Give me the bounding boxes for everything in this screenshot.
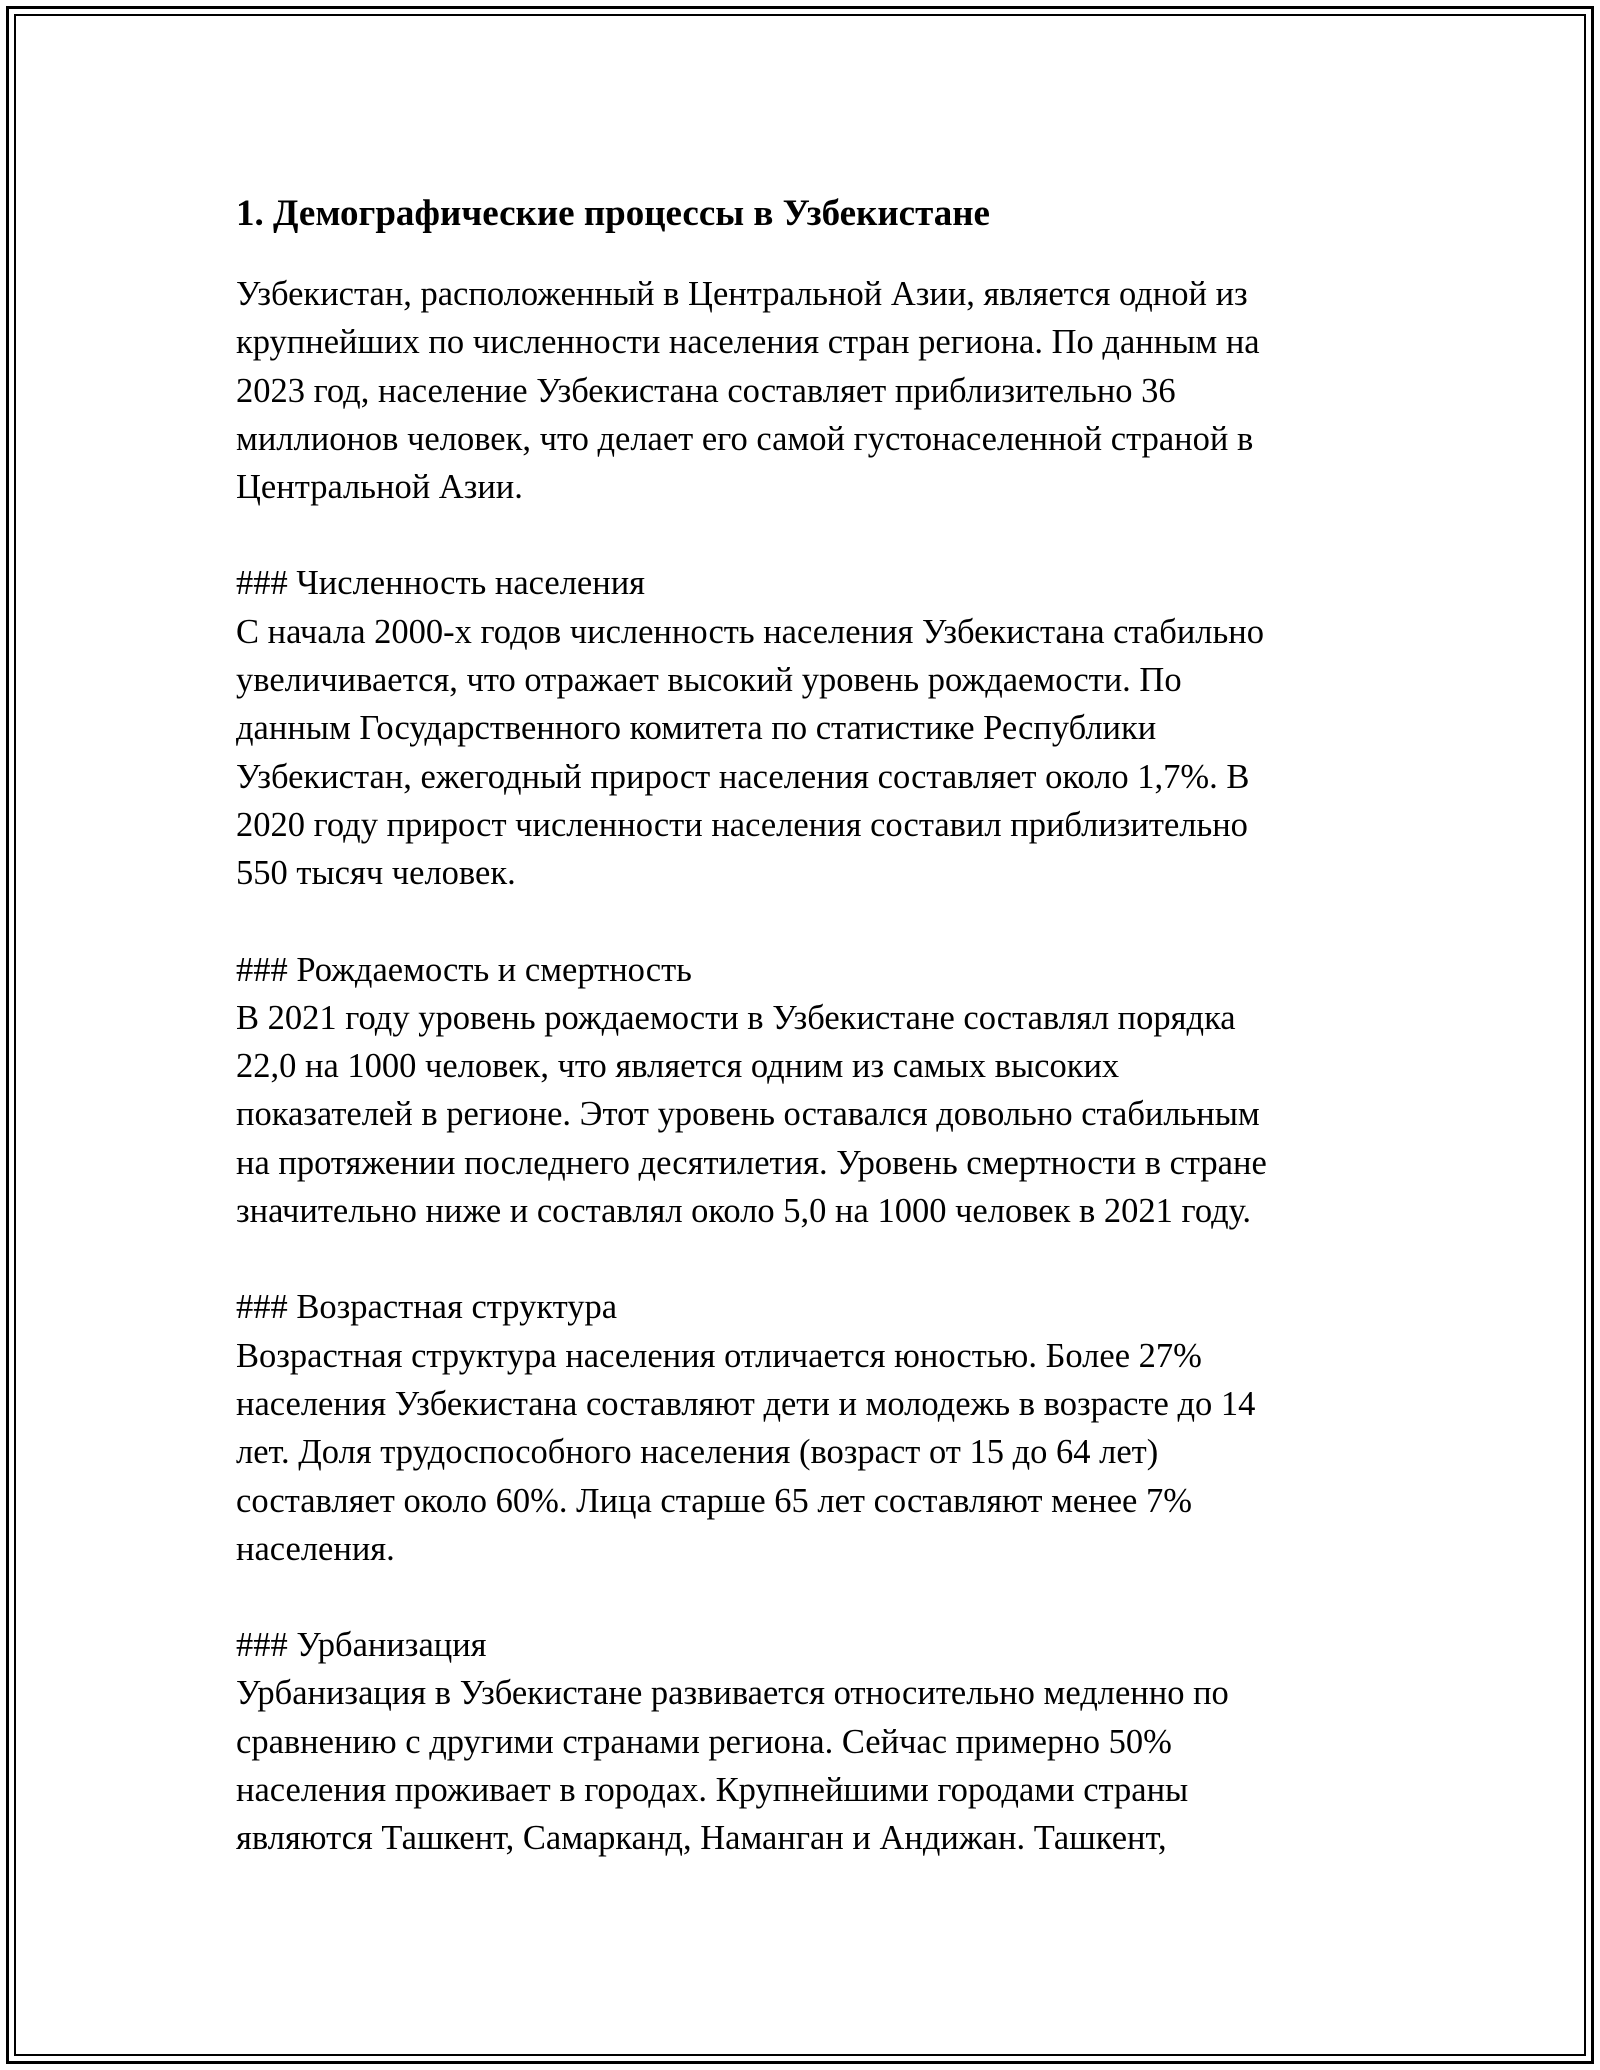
paragraph-line: В 2021 году уровень рождаемости в Узбекистане составлял порядка [236, 998, 1236, 1037]
paragraph-line: С начала 2000-х годов численность населения Узбекистана стабильно [236, 612, 1264, 651]
section-paragraph [236, 1669, 1376, 1862]
section-heading: ### Урбанизация [236, 1626, 487, 1665]
paragraph-line: Узбекистан, ежегодный прирост населения составляет около 1,7%. В [236, 757, 1250, 796]
paragraph-line: миллионов человек, что делает его самой густонаселенной страной в [236, 419, 1254, 458]
paragraph-line: Центральной Азии. [236, 468, 523, 507]
section-population [236, 559, 1376, 897]
paragraph-line: 2020 году прирост численности населения составил приблизительно [236, 805, 1248, 844]
paragraph-line: Урбанизация в Узбекистане развивается относительно медленно по [236, 1674, 1229, 1713]
section-birth-death [236, 946, 1376, 1236]
paragraph-line: крупнейших по численности населения стран региона. По данным на [236, 323, 1260, 362]
paragraph-line: являются Ташкент, Самарканд, Наманган и Андижан. Ташкент, [236, 1819, 1167, 1858]
paragraph-line: населения проживает в городах. Крупнейшими городами страны [236, 1771, 1189, 1810]
paragraph-line: на протяжении последнего десятилетия. Уровень смертности в стране [236, 1143, 1267, 1182]
section-paragraph [236, 608, 1376, 898]
paragraph-line: сравнению с другими странами региона. Сейчас примерно 50% [236, 1722, 1172, 1761]
paragraph-line: 550 тысяч человек. [236, 854, 516, 893]
section-heading: ### Возрастная структура [236, 1288, 618, 1327]
paragraph-line: показателей в регионе. Этот уровень оставался довольно стабильным [236, 1095, 1260, 1134]
paragraph-line: Возрастная структура населения отличается юностью. Более 27% [236, 1336, 1202, 1375]
paragraph-line: составляет около 60%. Лица старше 65 лет составляют менее 7% [236, 1481, 1192, 1520]
section-paragraph [236, 994, 1376, 1235]
paragraph-line: лет. Доля трудоспособного населения (возраст от 15 до 64 лет) [236, 1433, 1159, 1472]
document-title: 1. Демографические процессы в Узбекистане [236, 193, 990, 234]
document-body [236, 190, 1376, 1863]
paragraph-line: Узбекистан, расположенный в Центральной Азии, является одной из [236, 275, 1248, 313]
paragraph-line: значительно ниже и составлял около 5,0 на 1000 человек в 2021 году. [236, 1192, 1252, 1231]
paragraph-line: данным Государственного комитета по статистике Республики [236, 709, 1157, 748]
paragraph-line: 22,0 на 1000 человек, что является одним из самых высоких [236, 1047, 1120, 1086]
paragraph-line: населения Узбекистана составляют дети и молодежь в возрасте до 14 [236, 1384, 1256, 1423]
section-paragraph [236, 1332, 1376, 1573]
paragraph-line: населения. [236, 1529, 395, 1568]
intro-paragraph [236, 270, 1376, 511]
section-urbanization [236, 1621, 1376, 1862]
section-age-structure [236, 1283, 1376, 1573]
paragraph-line: увеличивается, что отражает высокий уровень рождаемости. По [236, 661, 1182, 700]
section-heading: ### Численность населения [236, 564, 646, 603]
section-heading: ### Рождаемость и смертность [236, 950, 692, 989]
paragraph-line: 2023 год, население Узбекистана составляет приблизительно 36 [236, 371, 1176, 410]
